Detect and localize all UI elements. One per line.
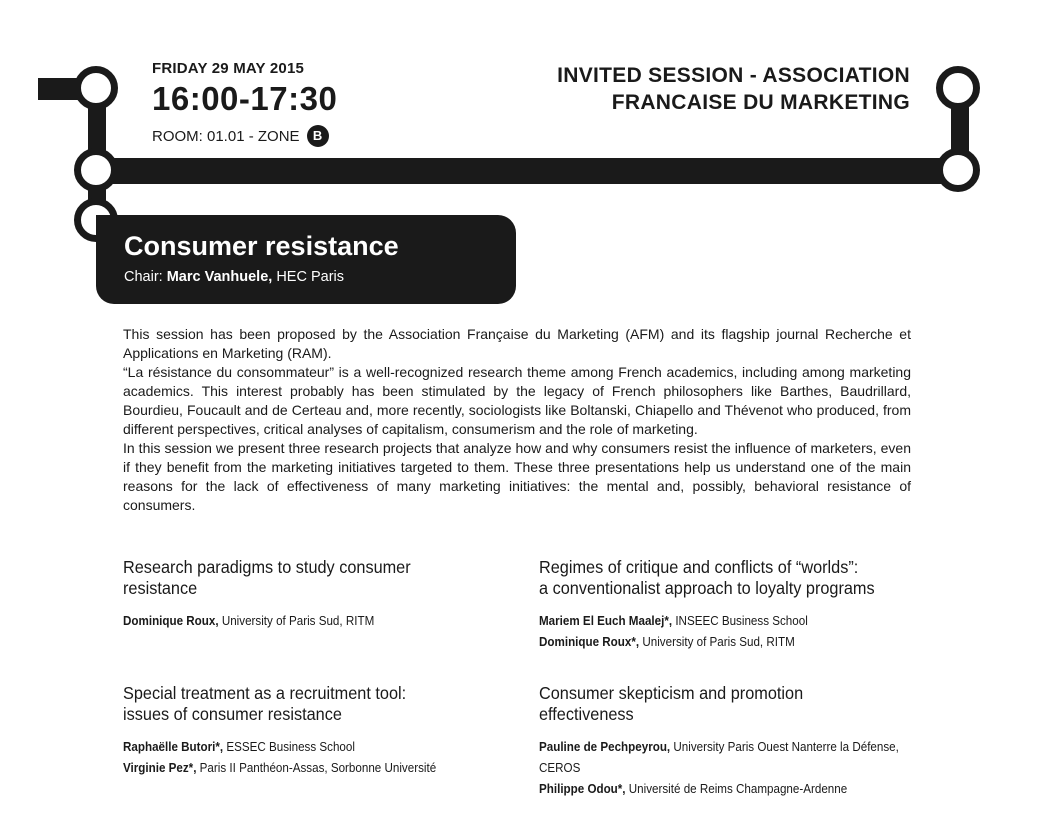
metro-stop-icon (74, 148, 118, 192)
paper-authors (123, 737, 486, 779)
session-time: 16:00-17:30 (152, 80, 338, 117)
room-label: ROOM: 01.01 - ZONE (152, 127, 300, 145)
author-line (539, 611, 902, 632)
author-line (123, 758, 486, 779)
author-affiliation: ESSEC Business School (223, 740, 355, 754)
session-title: Consumer resistance (124, 231, 399, 261)
description-paragraph: “La résistance du consommateur” is a well-recognized research theme among French academics, including among marketing academics. This interest probably has been stimulated by the legacy of French philosophers like Barthes, Baudrillard, Bourdieu, Foucault and de Certeau and, more recently, sociologists like Boltanski, Chiapello and Thévenot who produced, from different perspectives, critical analyses of capitalism, consumerism and the role of marketing. (123, 364, 911, 437)
paper-authors (539, 737, 902, 800)
session-chair (124, 269, 344, 285)
session-title-box (96, 215, 516, 304)
paper-title-line: a conventionalist approach to loyalty programs (539, 578, 875, 598)
author-name: Mariem El Euch Maalej*, (539, 614, 673, 628)
paper-title (539, 683, 902, 725)
paper-authors (123, 611, 486, 632)
paper-4 (539, 683, 929, 800)
paper-title (123, 683, 486, 725)
chair-label: Chair: (124, 269, 163, 285)
metro-stop-icon (74, 66, 118, 110)
author-name: Dominique Roux*, (539, 635, 640, 649)
author-line (123, 737, 486, 758)
session-type-line: INVITED SESSION - ASSOCIATION (557, 64, 910, 87)
paper-title-line: Regimes of critique and conflicts of “worlds”: (539, 557, 859, 577)
author-name: Pauline de Pechpeyrou, (539, 740, 671, 754)
session-description (123, 325, 911, 515)
author-line (539, 632, 902, 653)
author-affiliation: University of Paris Sud, RITM (639, 635, 795, 649)
author-line (539, 779, 902, 800)
zone-badge: B (307, 125, 329, 147)
paper-title-line: Special treatment as a recruitment tool: (123, 683, 407, 703)
paper-title-line: Research paradigms to study consumer (123, 557, 411, 577)
author-line (123, 611, 486, 632)
author-affiliation: University of Paris Sud, RITM (218, 614, 375, 628)
paper-3 (123, 683, 513, 779)
session-type-line: FRANCAISE DU MARKETING (611, 91, 910, 114)
session-date: FRIDAY 29 MAY 2015 (152, 60, 305, 77)
paper-title-line: issues of consumer resistance (123, 704, 342, 724)
paper-2 (539, 557, 929, 653)
chair-name: Marc Vanhuele, (166, 269, 273, 285)
paper-title (539, 557, 902, 599)
paper-title-line: effectiveness (539, 704, 634, 724)
author-name: Dominique Roux, (123, 614, 219, 628)
description-paragraph: In this session we present three research projects that analyze how and why consumers resist the influence of marketers, even if they benefit from the marketing initiatives targeted to them. These three presentations help us understand one of the main reasons for the lack of effectiveness of many marketing initiatives: the mental and, possibly, behavioral resistance of consumers. (123, 440, 911, 513)
author-affiliation: INSEEC Business School (672, 614, 808, 628)
paper-title-line: Consumer skepticism and promotion (539, 683, 804, 703)
paper-title-line: resistance (123, 578, 198, 598)
paper-1 (123, 557, 513, 632)
author-affiliation: Université de Reims Champagne-Ardenne (625, 782, 848, 796)
author-name: Philippe Odou*, (539, 782, 626, 796)
metro-stop-icon (936, 66, 980, 110)
author-name: Virginie Pez*, (123, 761, 197, 775)
session-type (557, 62, 910, 116)
metro-stop-icon (936, 148, 980, 192)
author-line (539, 758, 902, 779)
author-name: Raphaëlle Butori*, (123, 740, 224, 754)
author-affiliation: Paris II Panthéon-Assas, Sorbonne Université (196, 761, 437, 775)
paper-title (123, 557, 486, 599)
paper-authors (539, 611, 902, 653)
author-line (539, 737, 902, 758)
author-affiliation: University Paris Ouest Nanterre la Défense, (670, 740, 899, 754)
author-affiliation: CEROS (539, 761, 581, 775)
room-zone (152, 125, 329, 147)
description-paragraph: This session has been proposed by the Association Française du Marketing (AFM) and its flagship journal Recherche et Applications en Marketing (RAM). (123, 326, 911, 361)
chair-affiliation: HEC Paris (272, 269, 345, 285)
metro-line-horizontal (96, 158, 962, 184)
